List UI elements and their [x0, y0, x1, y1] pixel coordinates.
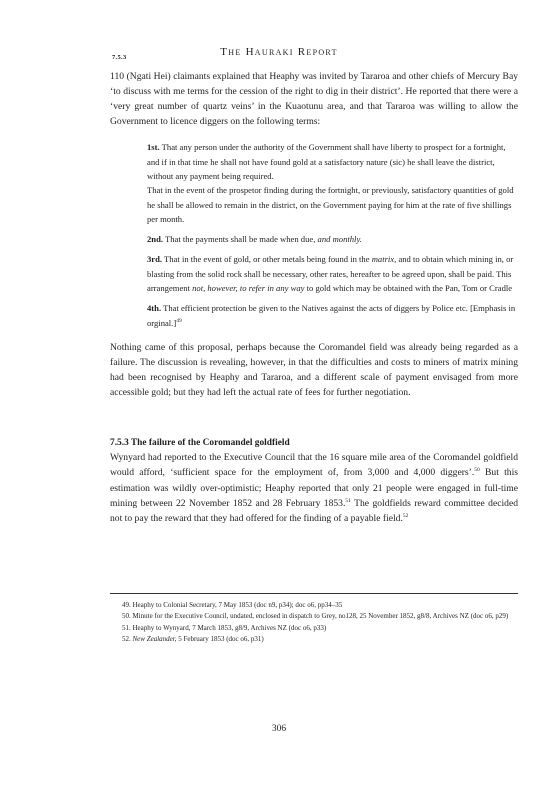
quote-label-2: 2nd.	[147, 234, 164, 245]
footnote-rule	[110, 593, 518, 594]
quote-item-1b: That in the event of the prospetor finding during the fortnight, or previously, satisfactory quantities of gold he shall be allowed to remain in the district, on the Government paying for him at the rate of five shillings per month.	[147, 185, 514, 224]
quote-text-1: That any person under the authority of the Government shall have liberty to prospect for a fortnight, and if in that time he shall not have found gold at a satisfactory nature (sic) he shall leave the district, without any payment being required.	[147, 142, 506, 181]
quote-text-3a: That in the event of gold, or other metals being found in the	[164, 254, 370, 265]
page-number: 306	[271, 724, 287, 734]
footnote-52-title: New Zealander,	[132, 634, 177, 643]
quote-text-3c: to gold which may be obtained with the Pan, Tom or Cradle	[306, 283, 513, 294]
footnote-52-num: 52.	[122, 634, 131, 643]
paragraph-3-part-c: The goldfields reward committee decided not to pay the reward that they had offered for the finding of a payable field.	[110, 497, 518, 524]
footnotes	[122, 600, 512, 645]
footnote-52	[122, 634, 512, 645]
paragraph-3-part-b: But this estimation was wildly over-optimistic; Heaphy reported that only 21 people were engaged in full-time mining between 22 November 1852 and 28 February 1853.	[110, 467, 518, 509]
running-title: The Hauraki Report	[220, 46, 338, 58]
paragraph-1: 110 (Ngati Hei) claimants explained that Heaphy was invited by Tararoa and other chiefs of Mercury Bay ‘to discuss with me terms for the cession of the right to dig in their district’. He reported that there were a ‘very great number of quartz veins’ in the Kuaotunu area, and that Tararoa was willing to allow the Government to licence diggers on the following terms:	[110, 71, 518, 128]
section-heading: 7.5.3 The failure of the Coromandel goldfield	[110, 438, 290, 449]
quote-item-2	[147, 232, 519, 246]
quote-emphasis-3b: not, however, to refer in any way	[192, 283, 305, 294]
footnote-49: 49. Heaphy to Colonial Secretary, 7 May 1853 (doc n9, p34); doc o6, pp34–35	[122, 601, 343, 609]
quote-item-1	[147, 140, 519, 183]
running-head	[0, 46, 558, 58]
paragraph-3-part-a: Wynyard had reported to the Executive Council that the 16 square mile area of the Coromandel goldfield would afford, ‘sufficient space for the employment of, from 3,000 and 4,000 diggers’.	[110, 452, 518, 479]
quote-text-4: That efficient protection be given to the Natives against the acts of diggers by Police etc. [Emphasis in orginal.]	[147, 303, 516, 328]
quote-label-1: 1st.	[147, 142, 160, 153]
quote-emphasis-3a: matrix,	[371, 254, 397, 265]
paragraph-3	[110, 450, 518, 525]
body-text	[110, 69, 518, 526]
quote-item-3	[147, 252, 519, 295]
footnote-50: 50. Minute for the Executive Council, undated, enclosed in dispatch to Grey, no128, 25 November 1852, g8/8, Archives NZ (doc o6, p29)	[122, 612, 509, 621]
quote-item-4	[147, 301, 519, 330]
footnote-ref-50: 50	[474, 467, 480, 474]
footnote-51: 51. Heaphy to Wynyard, 7 March 1853, g8/9, Archives NZ (doc o6, p33)	[122, 623, 327, 632]
footnote-ref-52: 52	[402, 512, 409, 519]
quote-text-3b: and to obtain which mining in, or blasting from the solid rock shall be necessary, other rates, hereafter to be agreed upon, shall be paid. This arrangement	[147, 254, 514, 294]
quote-label-4: 4th.	[147, 303, 162, 314]
footnote-ref-49: 49	[176, 317, 182, 324]
quote-text-2: That the payments shall be made when due,	[165, 234, 316, 245]
quote-emphasis-2: and monthly.	[317, 234, 362, 245]
footnote-ref-51: 51	[345, 497, 351, 504]
section-tag: 7.5.3	[112, 54, 127, 61]
quote-label-3: 3rd.	[147, 254, 163, 265]
footnote-52-rest: 5 February 1853 (doc o6, p31)	[178, 634, 264, 643]
paragraph-2: Nothing came of this proposal, perhaps because the Coromandel field was already being regarded as a failure. The discussion is revealing, however, in that the difficulties and costs to miners of matrix mining had been recognised by Heaphy and Tararoa, and a different scale of payment envisaged from more accessible gold; but they had left the actual rate of fees for further negotiation.	[110, 341, 518, 399]
